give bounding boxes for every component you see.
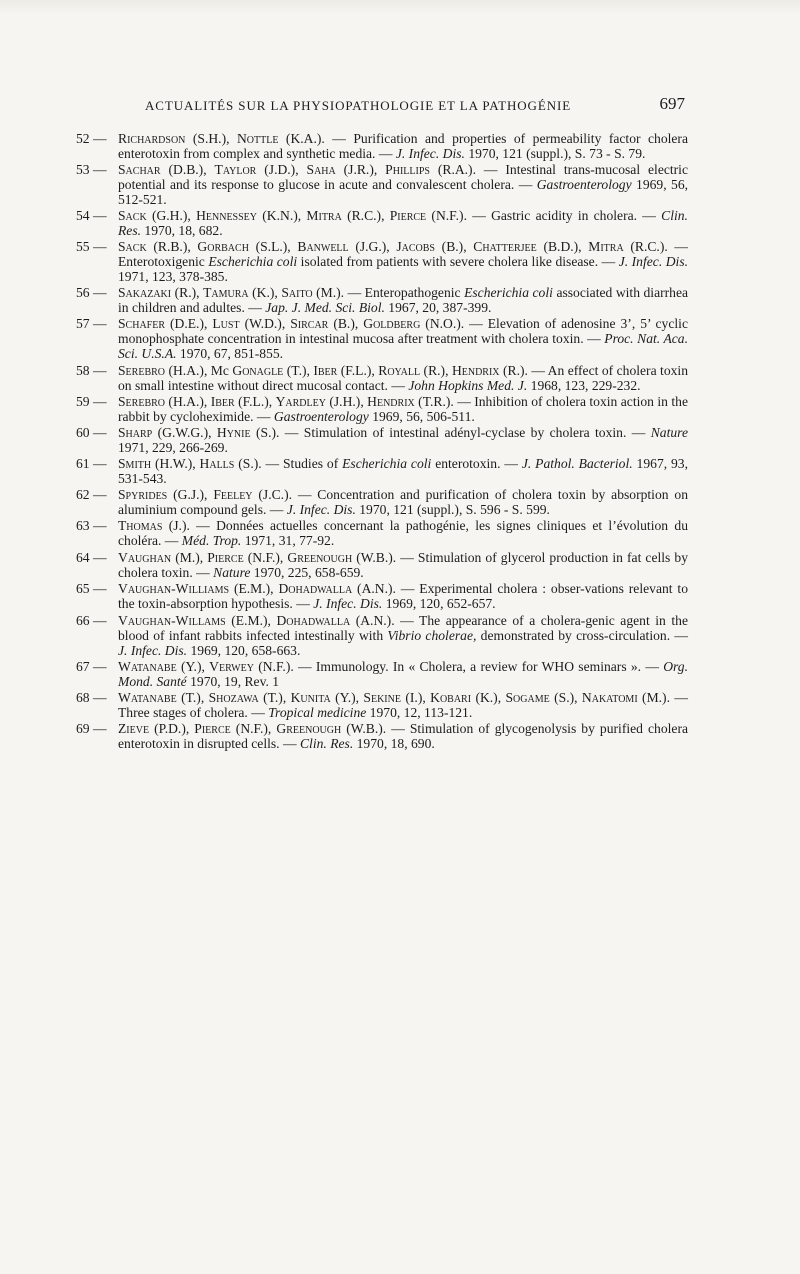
reference-segment: 1969, 120, 658-663. bbox=[187, 643, 301, 658]
reference-number: 61 — bbox=[76, 456, 107, 471]
reference-segment: (Y.), bbox=[176, 659, 210, 674]
journal-title: Gastroenterology bbox=[536, 177, 632, 192]
reference-segment: (J.G.), bbox=[348, 239, 397, 254]
page-header bbox=[145, 94, 685, 118]
reference-number: 53 — bbox=[76, 162, 107, 177]
author-surname: Vaughan bbox=[118, 550, 172, 565]
reference-segment: 1969, 120, 652-657. bbox=[382, 596, 496, 611]
journal-title: John Hopkins Med. J. bbox=[408, 378, 528, 393]
journal-title: J. Infec. Dis. bbox=[118, 643, 188, 658]
author-surname: Kobari bbox=[430, 690, 472, 705]
reference-entry bbox=[76, 162, 688, 207]
reference-segment: (R.C.). — Enterotoxigenic bbox=[118, 239, 689, 269]
author-surname: Watanabe bbox=[118, 659, 177, 674]
author-surname: Lust bbox=[212, 316, 240, 331]
reference-segment: (I.), bbox=[400, 690, 431, 705]
reference-text bbox=[118, 518, 688, 548]
reference-segment: (F.L.), bbox=[337, 363, 379, 378]
journal-title: J. Pathol. Bacteriol. bbox=[521, 456, 633, 471]
reference-number: 54 — bbox=[76, 208, 107, 223]
author-surname: Sakazaki bbox=[118, 285, 172, 300]
journal-title: Vibrio cholerae, bbox=[387, 628, 477, 643]
reference-entry bbox=[76, 131, 688, 161]
reference-number: 60 — bbox=[76, 425, 107, 440]
reference-number: 56 — bbox=[76, 285, 107, 300]
author-surname: Serebro bbox=[118, 363, 166, 378]
author-surname: Gorbach bbox=[197, 239, 249, 254]
reference-segment: (B.D.), bbox=[536, 239, 589, 254]
author-surname: Sekine bbox=[363, 690, 401, 705]
author-surname: Hendrix bbox=[367, 394, 415, 409]
reference-segment: (N.F.), bbox=[243, 550, 288, 565]
author-surname: Saha bbox=[306, 162, 336, 177]
reference-entry bbox=[76, 456, 688, 486]
author-surname: Mitra bbox=[306, 208, 342, 223]
reference-entry bbox=[76, 316, 688, 361]
reference-segment: (T.), bbox=[283, 363, 314, 378]
author-surname: Greenough bbox=[287, 550, 353, 565]
journal-title: Jap. J. Med. Sci. Biol. bbox=[265, 300, 385, 315]
reference-segment: enterotoxin. — bbox=[431, 456, 522, 471]
author-surname: Vaughan-Williams bbox=[118, 581, 230, 596]
reference-text bbox=[118, 659, 688, 689]
reference-segment: (J.D.), bbox=[256, 162, 307, 177]
reference-list bbox=[76, 131, 688, 751]
reference-segment: (A.N.). — The appearance of a cholera-genic agent in the blood of infant rabbits infected intestinally with bbox=[118, 613, 688, 643]
author-surname: Pierce bbox=[207, 550, 244, 565]
reference-segment: (T.), bbox=[176, 690, 209, 705]
journal-title: Proc. Nat. Aca. Sci. U.S.A. bbox=[118, 331, 688, 361]
journal-title: Clin. Res. bbox=[299, 736, 354, 751]
reference-segment: 1969, 56, 512-521. bbox=[118, 177, 689, 207]
reference-segment: (N.F.). — Gastric acidity in cholera. — bbox=[426, 208, 662, 223]
reference-text bbox=[118, 690, 688, 720]
author-surname: Verwey bbox=[209, 659, 254, 674]
reference-segment: (J.C.). — Concentration and purification of cholera toxin by absorption on aluminium compound gels. — bbox=[118, 487, 688, 517]
reference-segment: (M.), bbox=[171, 550, 208, 565]
reference-segment: (M.). — Enteropathogenic bbox=[312, 285, 465, 300]
reference-segment: associated with diarrhea in children and adultes. — bbox=[118, 285, 689, 315]
reference-segment: (M.). — Three stages of cholera. — bbox=[118, 690, 688, 720]
reference-text bbox=[118, 487, 688, 517]
author-surname: Shozawa bbox=[208, 690, 259, 705]
reference-text bbox=[118, 550, 688, 580]
reference-entry bbox=[76, 659, 688, 689]
author-surname: Sack bbox=[118, 239, 147, 254]
reference-segment: (A.N.). — Experimental cholera : obser-vations relevant to the toxin-absorption hypothesis. — bbox=[118, 581, 689, 611]
reference-text bbox=[118, 239, 688, 284]
journal-title: J. Infec. Dis. bbox=[286, 502, 356, 517]
author-surname: Phillips bbox=[385, 162, 430, 177]
reference-segment: 1968, 123, 229-232. bbox=[527, 378, 641, 393]
author-surname: Jacobs bbox=[396, 239, 435, 254]
author-surname: Spyrides bbox=[118, 487, 168, 502]
author-surname: Goldberg bbox=[363, 316, 421, 331]
reference-segment: (R.), bbox=[420, 363, 452, 378]
reference-segment: (Y.), bbox=[330, 690, 364, 705]
reference-text bbox=[118, 456, 688, 486]
journal-title: Escherichia coli bbox=[208, 254, 298, 269]
reference-segment: (E.M.), bbox=[225, 613, 277, 628]
reference-segment: 1971, 229, 266-269. bbox=[118, 440, 228, 455]
reference-segment: (T.R.). — Inhibition of cholera toxin action in the rabbit by cycloheximide. — bbox=[118, 394, 688, 424]
reference-entry bbox=[76, 581, 688, 611]
journal-title: Org. Mond. Santé bbox=[118, 659, 688, 689]
reference-number: 55 — bbox=[76, 239, 107, 254]
author-surname: Banwell bbox=[297, 239, 349, 254]
reference-segment: (S.), bbox=[549, 690, 582, 705]
author-surname: Nottle bbox=[236, 131, 279, 146]
reference-segment: 1970, 18, 690. bbox=[353, 736, 435, 751]
reference-segment: (J.R.), bbox=[335, 162, 386, 177]
reference-segment: isolated from patients with severe cholera like disease. — bbox=[297, 254, 619, 269]
reference-number: 69 — bbox=[76, 721, 107, 736]
journal-title: Escherichia coli bbox=[464, 285, 553, 300]
reference-segment: (K.), bbox=[471, 690, 506, 705]
reference-entry bbox=[76, 394, 688, 424]
author-surname: Nakatomi bbox=[581, 690, 638, 705]
reference-segment: (W.D.), bbox=[239, 316, 291, 331]
reference-segment: 1970, 12, 113-121. bbox=[366, 705, 473, 720]
reference-segment: (R.B.), bbox=[146, 239, 198, 254]
author-surname: Sack bbox=[118, 208, 147, 223]
reference-number: 52 — bbox=[76, 131, 107, 146]
reference-segment: (N.F.). — Immunology. In « Cholera, a review for WHO seminars ». — bbox=[253, 659, 664, 674]
reference-segment: 1971, 123, 378-385. bbox=[118, 269, 228, 284]
reference-entry bbox=[76, 721, 688, 751]
reference-segment: (W.B.). — Stimulation of glycogenolysis by purified cholera enterotoxin in disrupted cells. — bbox=[118, 721, 689, 751]
reference-segment: (D.E.), bbox=[165, 316, 213, 331]
reference-segment: demonstrated by cross-circulation. — bbox=[476, 628, 688, 643]
author-surname: Feeley bbox=[213, 487, 253, 502]
author-surname: Iber bbox=[210, 394, 235, 409]
author-surname: Richardson bbox=[118, 131, 186, 146]
reference-segment: (T.), bbox=[258, 690, 291, 705]
reference-number: 58 — bbox=[76, 363, 107, 378]
reference-text bbox=[118, 363, 688, 393]
reference-entry bbox=[76, 425, 688, 455]
journal-title: Clin. Res. bbox=[118, 208, 688, 238]
author-surname: Greenough bbox=[276, 721, 342, 736]
author-surname: Sogame bbox=[505, 690, 550, 705]
reference-text bbox=[118, 721, 688, 751]
reference-entry bbox=[76, 690, 688, 720]
author-surname: Iber bbox=[313, 363, 338, 378]
journal-title: Gastroenterology bbox=[273, 409, 369, 424]
journal-title: Nature bbox=[650, 425, 688, 440]
reference-number: 65 — bbox=[76, 581, 107, 596]
reference-segment: 1970, 18, 682. bbox=[141, 223, 223, 238]
reference-segment: (D.B.), bbox=[160, 162, 215, 177]
reference-segment: (S.). — Stimulation of intestinal adényl-cyclase by cholera toxin. — bbox=[250, 425, 651, 440]
reference-number: 57 — bbox=[76, 316, 107, 331]
author-surname: Gonagle bbox=[232, 363, 284, 378]
reference-text bbox=[118, 581, 688, 611]
journal-title: Nature bbox=[213, 565, 251, 580]
reference-segment: (R.), bbox=[171, 285, 204, 300]
reference-segment: (H.A.), bbox=[165, 394, 211, 409]
reference-segment: 1967, 93, 531-543. bbox=[118, 456, 689, 486]
reference-segment: 1967, 20, 387-399. bbox=[384, 300, 492, 315]
author-surname: Watanabe bbox=[118, 690, 177, 705]
reference-segment: (R.A.). — Intestinal trans-mucosal electric potential and its response to glucose in acute and convalescent cholera. — bbox=[118, 162, 688, 192]
author-surname: Sircar bbox=[290, 316, 329, 331]
reference-segment: 1970, 225, 658-659. bbox=[250, 565, 364, 580]
author-surname: Halls bbox=[199, 456, 235, 471]
journal-title: J. Infec. Dis. bbox=[313, 596, 383, 611]
reference-segment: (B.), bbox=[328, 316, 364, 331]
reference-segment: (G.H.), bbox=[146, 208, 197, 223]
journal-title: J. Infec. Dis. bbox=[395, 146, 465, 161]
author-surname: Dohadwalla bbox=[276, 613, 351, 628]
journal-title: Méd. Trop. bbox=[181, 533, 242, 548]
reference-segment: 1970, 121 (suppl.), S. 73 - S. 79. bbox=[464, 146, 646, 161]
reference-entry bbox=[76, 613, 688, 658]
author-surname: Pierce bbox=[389, 208, 427, 223]
reference-entry bbox=[76, 518, 688, 548]
author-surname: Hennessey bbox=[196, 208, 258, 223]
reference-segment: (R.C.), bbox=[341, 208, 390, 223]
reference-text bbox=[118, 162, 688, 207]
reference-segment: (P.D.), bbox=[149, 721, 195, 736]
reference-segment: 1970, 121 (suppl.), S. 596 - S. 599. bbox=[355, 502, 550, 517]
author-surname: Saito bbox=[281, 285, 313, 300]
reference-entry bbox=[76, 550, 688, 580]
page-number: 697 bbox=[659, 94, 685, 113]
author-surname: Kunita bbox=[290, 690, 331, 705]
author-surname: Hynie bbox=[216, 425, 251, 440]
author-surname: Hendrix bbox=[451, 363, 500, 378]
reference-segment: (R.). — An effect of cholera toxin on small intestine without direct mucosal contact. — bbox=[118, 363, 689, 393]
reference-segment: (J.H.), bbox=[325, 394, 368, 409]
reference-segment: (W.B.). — Stimulation of glycerol production in fat cells by cholera toxin. — bbox=[118, 550, 688, 580]
reference-segment: 1969, 56, 506-511. bbox=[368, 409, 475, 424]
journal-title: J. Infec. Dis. bbox=[618, 254, 689, 269]
author-surname: Royall bbox=[378, 363, 421, 378]
reference-segment: (N.O.). — Elevation of adenosine 3’, 5’ cyclic monophosphate concentration in intestinal mucosa after treatment with cholera toxin. — bbox=[118, 316, 688, 346]
reference-text bbox=[118, 316, 688, 361]
reference-segment: (S.L.), bbox=[248, 239, 298, 254]
reference-segment: 1970, 19, Rev. 1 bbox=[186, 674, 280, 689]
reference-entry bbox=[76, 239, 688, 284]
running-title: ACTUALITÉS SUR LA PHYSIOPATHOLOGIE ET LA PATHOGÉNIE bbox=[145, 98, 572, 113]
reference-text bbox=[118, 285, 688, 315]
reference-segment: (G.W.G.), bbox=[152, 425, 217, 440]
journal-title: Escherichia coli bbox=[342, 456, 432, 471]
reference-segment: (B.), bbox=[435, 239, 474, 254]
reference-number: 62 — bbox=[76, 487, 107, 502]
author-surname: Tamura bbox=[203, 285, 249, 300]
reference-number: 63 — bbox=[76, 518, 107, 533]
reference-segment: (E.M.), bbox=[229, 581, 279, 596]
reference-segment: (H.A.), Mc bbox=[165, 363, 233, 378]
author-surname: Dohadwalla bbox=[278, 581, 353, 596]
reference-entry bbox=[76, 487, 688, 517]
reference-entry bbox=[76, 208, 688, 238]
reference-segment: (N.F.), bbox=[230, 721, 277, 736]
author-surname: Taylor bbox=[214, 162, 257, 177]
reference-text bbox=[118, 131, 688, 161]
reference-segment: (F.L.), bbox=[234, 394, 276, 409]
reference-segment: (H.W.), bbox=[151, 456, 200, 471]
author-surname: Chatterjee bbox=[473, 239, 537, 254]
author-surname: Zieve bbox=[118, 721, 150, 736]
author-surname: Sachar bbox=[118, 162, 161, 177]
reference-segment: (J.). — Données actuelles concernant la pathogénie, les signes cliniques et l’évolution du choléra. — bbox=[118, 518, 688, 548]
author-surname: Serebro bbox=[118, 394, 166, 409]
reference-segment: 1971, 31, 77-92. bbox=[241, 533, 335, 548]
reference-segment: (K.A.). — Purification and properties of permeability factor cholera enterotoxin from complex and synthetic media. — bbox=[118, 131, 688, 161]
reference-text bbox=[118, 613, 688, 658]
author-surname: Schafer bbox=[118, 316, 166, 331]
reference-entry bbox=[76, 363, 688, 393]
reference-number: 68 — bbox=[76, 690, 107, 705]
author-surname: Sharp bbox=[118, 425, 153, 440]
author-surname: Smith bbox=[118, 456, 152, 471]
reference-segment: (S.). — Studies of bbox=[234, 456, 343, 471]
reference-segment: (K.N.), bbox=[257, 208, 307, 223]
reference-number: 66 — bbox=[76, 613, 107, 628]
reference-number: 59 — bbox=[76, 394, 107, 409]
author-surname: Thomas bbox=[118, 518, 163, 533]
reference-text bbox=[118, 394, 688, 424]
author-surname: Mitra bbox=[588, 239, 624, 254]
reference-entry bbox=[76, 285, 688, 315]
reference-text bbox=[118, 208, 688, 238]
reference-segment: (G.J.), bbox=[167, 487, 214, 502]
reference-segment: (K.), bbox=[248, 285, 282, 300]
reference-number: 64 — bbox=[76, 550, 107, 565]
journal-title: Tropical medicine bbox=[268, 705, 367, 720]
author-surname: Vaughan-Willams bbox=[118, 613, 226, 628]
reference-segment: 1970, 67, 851-855. bbox=[176, 346, 284, 361]
reference-segment: (S.H.), bbox=[185, 131, 237, 146]
reference-number: 67 — bbox=[76, 659, 107, 674]
author-surname: Yardley bbox=[275, 394, 326, 409]
reference-text bbox=[118, 425, 688, 455]
author-surname: Pierce bbox=[194, 721, 231, 736]
